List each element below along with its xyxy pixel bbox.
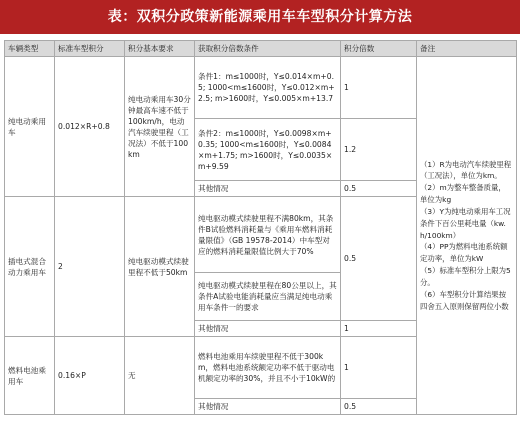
header-notes: 备注 <box>417 41 517 57</box>
note-item: （4）PP为燃料电池系统额定功率，单位为kW <box>420 242 508 264</box>
credit-table <box>4 40 517 415</box>
note-item: （6）车型积分计算结果按四舍五入原则保留两位小数 <box>420 289 509 311</box>
phev-requirement: 纯电驱动模式续驶里程不低于50km <box>125 197 195 337</box>
header-vehicle-type: 车辆类型 <box>5 41 55 57</box>
phev-multiplier-other: 1 <box>341 321 417 337</box>
notes-cell <box>417 57 517 415</box>
bev-other: 其他情况 <box>195 181 341 197</box>
phev-multiplier-1: 0.5 <box>341 197 417 321</box>
fcv-multiplier-other: 0.5 <box>341 399 417 415</box>
fcv-type: 燃料电池乘用车 <box>5 337 55 415</box>
phev-condition-1: 纯电驱动模式续驶里程不满80km，其条件B试验燃料消耗量与《乘用车燃料消耗量限值》（GB 19578-2014）中车型对应的燃料消耗量限值比例大于70% <box>195 197 341 273</box>
bev-condition-1: 条件1：m≤1000时，Y≤0.014×m+0.5; 1000<m≤1600时，Y≤0.012×m+2.5; m>1600时，Y≤0.005×m+13.7 <box>195 57 341 119</box>
note-item: （1）R为电动汽车续驶里程（工况法），单位为km。 <box>420 159 512 181</box>
phev-formula: 2 <box>55 197 125 337</box>
header-basic-requirement: 积分基本要求 <box>125 41 195 57</box>
bev-multiplier-2: 1.2 <box>341 119 417 181</box>
note-item: （2）m为整车整备质量，单位为kg <box>420 183 506 205</box>
note-item: （3）Y为纯电动乘用车工况条件下百公里耗电量（kw.h/100km） <box>420 206 511 240</box>
fcv-formula: 0.16×P <box>55 337 125 415</box>
phev-other: 其他情况 <box>195 321 341 337</box>
bev-multiplier-other: 0.5 <box>341 181 417 197</box>
fcv-multiplier-1: 1 <box>341 337 417 399</box>
header-standard-credit: 标准车型积分 <box>55 41 125 57</box>
fcv-requirement: 无 <box>125 337 195 415</box>
bev-type: 纯电动乘用车 <box>5 57 55 197</box>
phev-type: 插电式混合动力乘用车 <box>5 197 55 337</box>
phev-condition-2: 纯电驱动模式续驶里程在80公里以上，其条件A试验电能消耗量应当满足纯电动乘用车条件一的要求 <box>195 273 341 321</box>
fcv-other: 其他情况 <box>195 399 341 415</box>
fcv-condition-1: 燃料电池乘用车续驶里程不低于300km，燃料电池系统额定功率不低于驱动电机额定功率的30%，并且不小于10kW的 <box>195 337 341 399</box>
table-header-row <box>5 41 517 57</box>
table-row <box>5 57 517 119</box>
bev-requirement: 纯电动乘用车30分钟最高车速不低于100km/h，电动汽车续驶里程（工况法）不低于100km <box>125 57 195 197</box>
bev-formula: 0.012×R+0.8 <box>55 57 125 197</box>
header-multiplier: 积分倍数 <box>341 41 417 57</box>
page-title: 表：双积分政策新能源乘用车车型积分计算方法 <box>0 0 520 34</box>
header-multiplier-condition: 获取积分倍数条件 <box>195 41 341 57</box>
note-item: （5）标准车型积分上限为5分。 <box>420 266 511 287</box>
bev-multiplier-1: 1 <box>341 57 417 119</box>
bev-condition-2: 条件2：m≤1000时，Y≤0.0098×m+0.35; 1000<m≤1600时，Y≤0.0084×m+1.75; m>1600时，Y≤0.0035×m+9.59 <box>195 119 341 181</box>
